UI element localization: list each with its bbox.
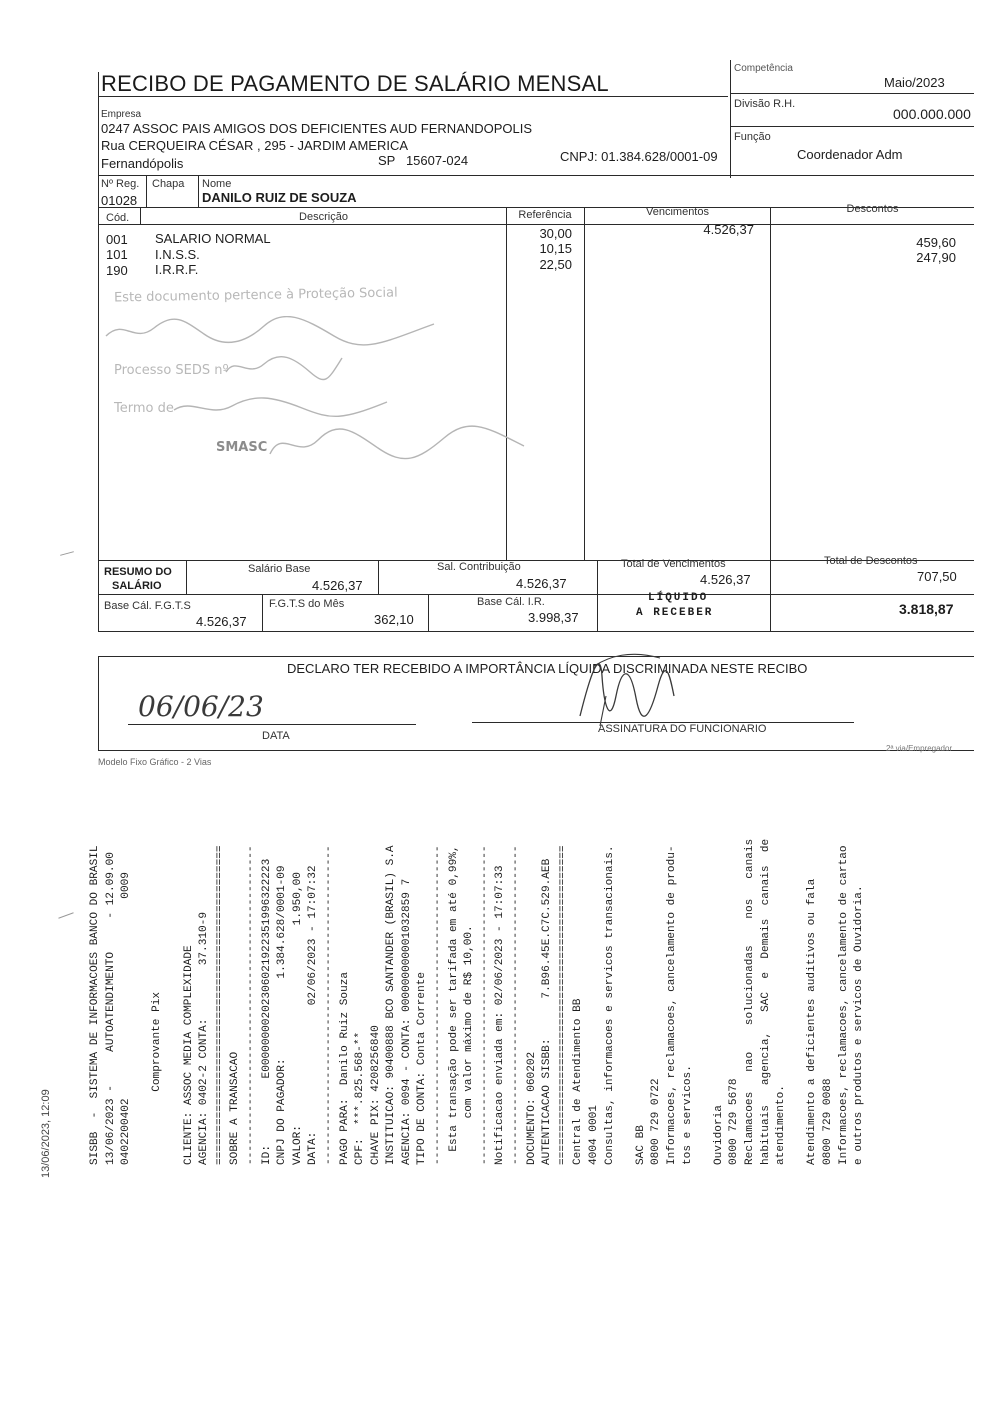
resumo-label-2: SALÁRIO [112,580,162,592]
right-divider-1 [730,93,974,94]
pix-receipt [88,795,866,1165]
item-cod: 001 [106,232,128,247]
chapa-divider [198,176,199,207]
col-vencimentos: Vencimentos [646,206,709,218]
stamp-handwriting-3 [172,392,392,426]
item-cod: 190 [106,263,128,278]
pix-receipt-line: ------------------------------------------------ [322,845,335,1165]
base-ir-value: 3.998,37 [528,610,579,625]
pix-receipt-line: Comprovante Pix [151,991,164,1165]
summary-v1 [186,561,187,594]
pix-receipt-line: DOCUMENTO: 060202 [525,1051,538,1165]
funcao-value: Coordenador Adm [797,147,903,162]
summary-v5 [597,561,598,631]
pix-receipt-line: habituais agencia, SAC e Demais canais de [759,838,772,1165]
item-cod: 101 [106,247,128,262]
empresa-state-cep: SP 15607-024 [378,153,469,168]
reg-divider [146,176,147,207]
sal-contrib-value: 4.526,37 [516,576,567,591]
summary-mid [98,594,974,595]
funcao-label: Função [734,131,771,143]
total-desc-label: Total de Descontos [824,555,918,567]
pix-receipt-line: SISBB - SISTEMA DE INFORMACOES BANCO DO BRASIL [89,845,101,1165]
venc-divider [584,208,585,560]
pix-receipt-line [135,795,151,1165]
empresa-bottom [98,175,974,176]
item-desc: I.R.R.F. [155,262,199,277]
pix-receipt-line: 13/06/2023 - AUTOATENDIMENTO - 12.09.00 [104,852,117,1165]
col-descontos: Descontos [846,203,899,215]
left-border-top [98,72,99,177]
summary-v3 [262,595,263,631]
pix-receipt-line: AGENCIA: 0094 - CONTA: 000000000001032859 7 [400,878,413,1165]
total-venc-label: Total de Vencimentos [621,558,726,570]
declaration-text: DECLARO TER RECEBIDO A IMPORTÂNCIA LÍQUIDA DISCRIMINADA NESTE RECIBO [287,661,808,676]
pix-receipt-line: VALOR: 1.950,00 [291,872,304,1165]
pix-receipt-line: ================================================ [213,845,226,1165]
signature-label: ASSINATURA DO FUNCIONARIO [598,723,767,735]
liquido-label-1: LÍQUIDO [648,592,709,604]
pix-receipt-line: ------------------------------------------------ [432,845,445,1165]
date-line [128,724,416,725]
declaration-left [98,656,99,750]
pix-receipt-line: Reclamacoes nao solucionadas nos canais [743,838,756,1165]
pix-receipt-line: Ouvidoria [712,1105,725,1165]
pix-receipt-line: 0800 729 0722 [650,1078,663,1165]
footer-left: Modelo Fixo Gráfico - 2 Vias [98,757,212,765]
base-fgts-label: Base Cál. F.G.T.S [104,600,191,612]
salario-base-label: Salário Base [248,563,311,575]
pix-receipt-line: DATA: 02/06/2023 - 17:07:32 [307,865,320,1165]
pix-receipt-line: ------------------------------------------------ [244,845,257,1165]
resumo-label-1: RESUMO DO [104,566,172,578]
stamp-line-3: Termo de [114,401,174,416]
liquido-value: 3.818,87 [899,601,954,617]
col-descricao: Descrição [299,211,348,223]
pix-receipt-line: 4004 0001 [588,1105,600,1165]
item-desc: SALARIO NORMAL [155,231,271,246]
summary-bottom [98,631,974,632]
stamp-line-4: SMASC [216,440,268,455]
empresa-city: Fernandópolis [101,156,184,171]
right-divider-2 [730,126,974,127]
pix-receipt-line: 0800 729 0088 [821,1078,834,1165]
divisao-value: 000.000.000 [893,106,971,122]
summary-v2 [378,561,379,594]
nome-label: Nome [202,178,232,190]
pix-receipt-line: Informacoes, reclamacoes, cancelamento de produ- [665,845,678,1165]
item-ref: 10,15 [539,241,572,256]
pix-receipt-line: TIPO DE CONTA: Conta Corrente [416,971,429,1165]
empresa-address: Rua CERQUEIRA CÉSAR , 295 - JARDIM AMERICA [101,138,409,153]
pix-receipt-line: ID: E00000000202306021922351996322223 [260,858,273,1165]
pix-receipt-line: CLIENTE: ASSOC MEDIA COMPLEXIDADE [182,945,195,1165]
chapa-label: Chapa [152,178,185,190]
pix-receipt-line: 0800 729 5678 [728,1078,741,1165]
declaration-bottom [98,750,974,751]
reg-label: Nº Reg. [101,178,140,190]
pix-receipt-line [790,795,806,1165]
empresa-name: 0247 ASSOC PAIS AMIGOS DOS DEFICIENTES AUD FERNANDOPOLIS [101,121,533,136]
pix-receipt-line: PAGO PARA: Danilo Ruiz Souza [338,971,351,1165]
pix-receipt-line: AUTENTICACAO SISBB: 7.B96.45E.C7C.529.AEB [541,858,554,1165]
stamp-handwriting-4 [268,424,528,468]
pix-receipt-line: CHAVE PIX: 4208256840 [369,1025,382,1165]
pix-receipt-line: atendimento. [775,1085,788,1165]
pix-receipt-line: CPF: ***.825.568-** [354,1031,367,1165]
scan-mark-2 [58,912,73,918]
pix-receipt-line: Esta transação pode ser tarifada em até 0,99%, [447,845,460,1165]
summary-v6 [770,561,771,631]
empresa-label: Empresa [101,109,142,120]
item-ref: 22,50 [539,257,572,272]
pix-receipt-line [696,795,712,1165]
pix-receipt-line [166,795,182,1165]
employee-name: DANILO RUIZ DE SOUZA [202,190,357,205]
pix-receipt-line: ------------------------------------------------ [478,845,491,1165]
empresa-cnpj: CNPJ: 01.384.628/0001-09 [560,149,718,164]
date-label: DATA [262,730,290,742]
pix-receipt-line: 0402200402 0009 [120,872,133,1165]
scan-timestamp: 13/06/2023, 12:09 [40,1089,52,1178]
page-title: RECIBO DE PAGAMENTO DE SALÁRIO MENSAL [101,71,609,96]
stamp-handwriting-2 [224,352,344,386]
desc-divider [770,208,771,560]
pix-receipt-line: SAC BB [634,1125,647,1165]
pix-receipt-line [618,795,634,1165]
pix-receipt-line: AGENCIA: 0402-2 CONTA: 37.310-9 [198,912,211,1165]
salario-base-value: 4.526,37 [312,578,363,593]
col-cod: Cód. [106,212,130,224]
pix-receipt-line: INSTITUICAO: 90400888 BCO SANTANDER (BRASIL) S.A [385,845,398,1165]
scan-mark-1 [60,551,74,556]
competencia-label: Competência [734,63,793,74]
competencia-value: Maio/2023 [884,75,945,90]
left-border-body [98,176,99,632]
stamp-line-2: Processo SEDS nº [114,363,229,378]
footer-right: 2ª via/Empregador [886,744,953,753]
sal-contrib-label: Sal. Contribuição [437,561,521,573]
declaration-top [98,656,974,657]
pix-receipt-line: com valor máximo de R$ 10,00. [463,925,476,1165]
reg-value: 01028 [101,193,138,208]
item-desc: I.N.S.S. [155,247,200,262]
pix-receipt-line: e outros produtos e servicos de Ouvidoria. [853,885,866,1165]
pix-receipt-line: tos e servicos. [681,1065,694,1165]
pix-receipt-line: Consultas, informacoes e servicos transacionais. [603,845,616,1165]
item-venc: 4.526,37 [703,222,754,237]
fgts-mes-value: 362,10 [374,612,414,627]
divisao-label: Divisão R.H. [734,98,796,110]
total-desc-value: 707,50 [917,569,957,584]
base-ir-label: Base Cál. I.R. [477,596,545,608]
col-referencia: Referência [518,209,572,221]
colhead-bottom [98,224,974,225]
pix-receipt-line: CNPJ DO PAGADOR: 1.384.628/0001-09 [276,865,289,1165]
pix-receipt-line: Informacoes, reclamacoes, cancelamento de cartao [837,845,850,1165]
pix-receipt-line: SOBRE A TRANSACAO [229,1051,242,1165]
pix-receipt-line: Notificacao enviada em: 02/06/2023 - 17:07:33 [494,865,507,1165]
liquido-label-2: A RECEBER [636,607,714,619]
item-desc-val: 247,90 [916,250,956,265]
pix-receipt-line: Central de Atendimento BB [572,998,585,1165]
header-divider [730,60,731,178]
item-desc-val: 459,60 [916,235,956,250]
handwritten-date: 06/06/23 [138,690,264,723]
pix-receipt-line: ================================================ [556,845,569,1165]
pix-receipt-line: Atendimento a deficientes auditivos ou fala [806,878,819,1165]
total-venc-value: 4.526,37 [700,572,751,587]
base-fgts-value: 4.526,37 [196,614,247,629]
fgts-mes-label: F.G.T.S do Mês [269,598,345,610]
stamp-line-1: Este documento pertence à Proteção Social [113,285,398,306]
item-ref: 30,00 [539,226,572,241]
summary-v4 [428,595,429,631]
pix-receipt-line: ------------------------------------------------ [510,845,523,1165]
stamp-handwriting-1 [104,316,444,352]
